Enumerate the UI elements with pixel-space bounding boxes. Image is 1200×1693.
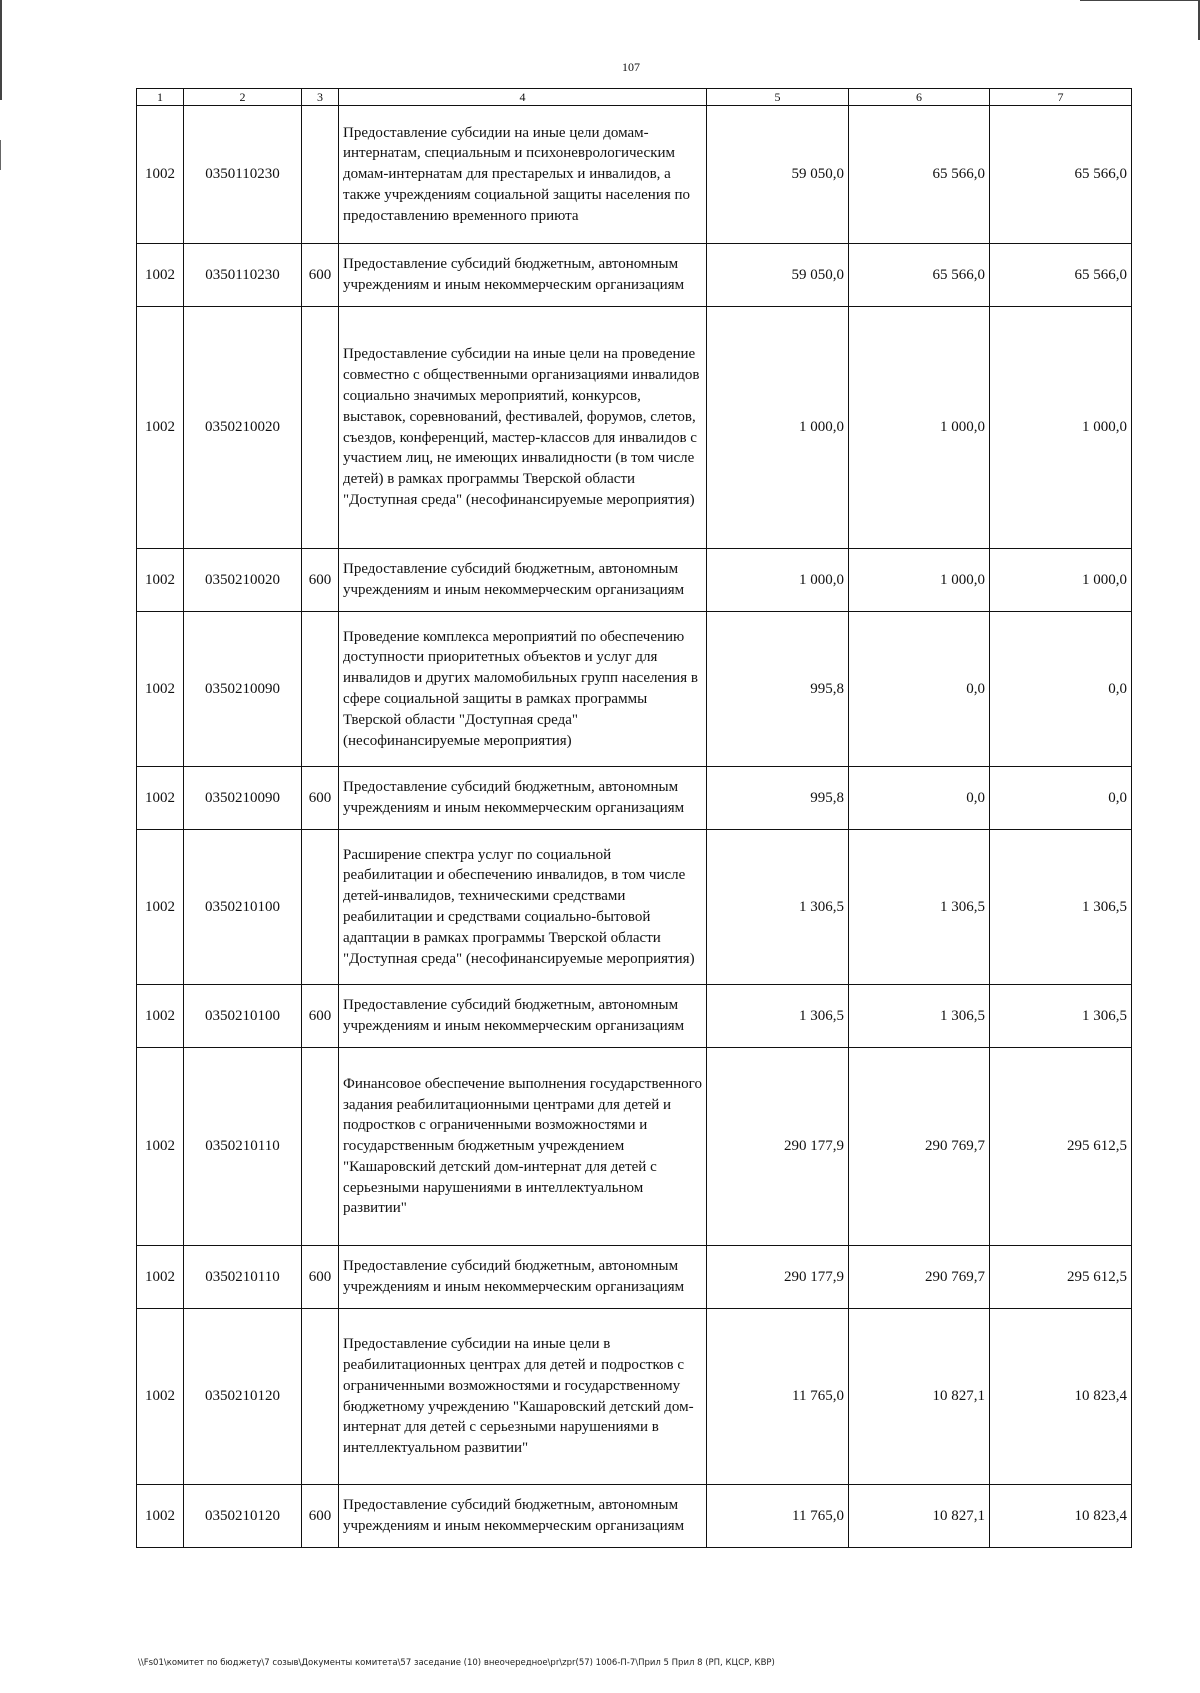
table-row xyxy=(137,307,1132,549)
expense-type-cell xyxy=(302,1309,339,1485)
column-header: 5 xyxy=(707,89,849,106)
table-row xyxy=(137,612,1132,767)
expense-type-cell: 600 xyxy=(302,1485,339,1548)
footer-file-path: \\Fs01\комитет по бюджету\7 созыв\Документы комитета\57 заседание (10) внеочередное\pr\zpr(57) 1006-П-7\Прил 5 Прил 8 (РП, КЦСР, КВР) xyxy=(138,1658,775,1668)
table-row xyxy=(137,1485,1132,1548)
column-header: 1 xyxy=(137,89,184,106)
expense-type-cell: 600 xyxy=(302,549,339,612)
amount-year3-cell: 0,0 xyxy=(990,612,1132,767)
section-code-cell: 1002 xyxy=(137,985,184,1048)
amount-year1-cell: 11 765,0 xyxy=(707,1485,849,1548)
description-cell: Предоставление субсидий бюджетным, автономным учреждениям и иным некоммерческим организациям xyxy=(339,985,707,1048)
amount-year2-cell: 1 000,0 xyxy=(849,549,990,612)
amount-year2-cell: 1 306,5 xyxy=(849,830,990,985)
target-article-cell: 0350210100 xyxy=(184,830,302,985)
target-article-cell: 0350210090 xyxy=(184,612,302,767)
expense-type-cell xyxy=(302,830,339,985)
page-number: 107 xyxy=(622,60,640,74)
column-header: 2 xyxy=(184,89,302,106)
amount-year3-cell: 65 566,0 xyxy=(990,106,1132,244)
amount-year2-cell: 65 566,0 xyxy=(849,244,990,307)
target-article-cell: 0350210120 xyxy=(184,1309,302,1485)
description-cell: Расширение спектра услуг по социальной реабилитации и обеспечению инвалидов, в том числе детей-инвалидов, техническими средствами реабилитации и средствами социально-бытовой адаптации в рамках программы Тверской области "Доступная среда" (несофинансируемые мероприятия) xyxy=(339,830,707,985)
column-header: 6 xyxy=(849,89,990,106)
expense-type-cell xyxy=(302,612,339,767)
header-row xyxy=(137,89,1132,106)
target-article-cell: 0350210100 xyxy=(184,985,302,1048)
amount-year1-cell: 1 306,5 xyxy=(707,985,849,1048)
description-cell: Предоставление субсидии на иные цели на проведение совместно с общественными организациями инвалидов социально значимых мероприятий, конкурсов, выставок, соревнований, фестивалей, форумов, слетов, съездов, конференций, мастер-классов для инвалидов с участием лиц, не имеющих инвалидности (в том числе детей) в рамках программы Тверской области "Доступная среда" (несофинансируемые мероприятия) xyxy=(339,307,707,549)
column-header: 7 xyxy=(990,89,1132,106)
table-row xyxy=(137,1309,1132,1485)
section-code-cell: 1002 xyxy=(137,1485,184,1548)
target-article-cell: 0350210020 xyxy=(184,307,302,549)
column-header: 3 xyxy=(302,89,339,106)
amount-year1-cell: 290 177,9 xyxy=(707,1048,849,1246)
description-cell: Предоставление субсидий бюджетным, автономным учреждениям и иным некоммерческим организациям xyxy=(339,244,707,307)
amount-year3-cell: 10 823,4 xyxy=(990,1485,1132,1548)
scan-edge-mark xyxy=(0,140,1,170)
section-code-cell: 1002 xyxy=(137,1048,184,1246)
section-code-cell: 1002 xyxy=(137,1246,184,1309)
amount-year2-cell: 1 000,0 xyxy=(849,307,990,549)
description-cell: Предоставление субсидий бюджетным, автономным учреждениям и иным некоммерческим организациям xyxy=(339,549,707,612)
amount-year2-cell: 290 769,7 xyxy=(849,1246,990,1309)
table-row xyxy=(137,767,1132,830)
target-article-cell: 0350210120 xyxy=(184,1485,302,1548)
amount-year2-cell: 290 769,7 xyxy=(849,1048,990,1246)
section-code-cell: 1002 xyxy=(137,612,184,767)
description-cell: Предоставление субсидий бюджетным, автономным учреждениям и иным некоммерческим организациям xyxy=(339,767,707,830)
amount-year1-cell: 1 306,5 xyxy=(707,830,849,985)
table-row xyxy=(137,244,1132,307)
amount-year1-cell: 1 000,0 xyxy=(707,549,849,612)
expense-type-cell: 600 xyxy=(302,1246,339,1309)
table-row xyxy=(137,549,1132,612)
scan-edge-mark xyxy=(0,0,2,100)
amount-year2-cell: 10 827,1 xyxy=(849,1485,990,1548)
amount-year3-cell: 1 000,0 xyxy=(990,549,1132,612)
table-row xyxy=(137,985,1132,1048)
expense-type-cell xyxy=(302,307,339,549)
description-cell: Предоставление субсидий бюджетным, автономным учреждениям и иным некоммерческим организациям xyxy=(339,1246,707,1309)
amount-year1-cell: 11 765,0 xyxy=(707,1309,849,1485)
amount-year2-cell: 0,0 xyxy=(849,767,990,830)
amount-year3-cell: 0,0 xyxy=(990,767,1132,830)
amount-year3-cell: 295 612,5 xyxy=(990,1048,1132,1246)
table-row xyxy=(137,106,1132,244)
amount-year1-cell: 995,8 xyxy=(707,767,849,830)
description-cell: Предоставление субсидий бюджетным, автономным учреждениям и иным некоммерческим организациям xyxy=(339,1485,707,1548)
amount-year3-cell: 1 306,5 xyxy=(990,830,1132,985)
description-cell: Проведение комплекса мероприятий по обеспечению доступности приоритетных объектов и услуг для инвалидов и других маломобильных групп населения в сфере социальной защиты в рамках программы Тверской области "Доступная среда" (несофинансируемые мероприятия) xyxy=(339,612,707,767)
description-cell: Предоставление субсидии на иные цели домам-интернатам, специальным и психоневрологическим домам-интернатам для престарелых и инвалидов, а также учреждениям социальной защиты населения по предоставлению временного приюта xyxy=(339,106,707,244)
table-row xyxy=(137,830,1132,985)
expense-type-cell: 600 xyxy=(302,767,339,830)
amount-year1-cell: 995,8 xyxy=(707,612,849,767)
expense-type-cell: 600 xyxy=(302,985,339,1048)
expense-type-cell: 600 xyxy=(302,244,339,307)
amount-year2-cell: 0,0 xyxy=(849,612,990,767)
section-code-cell: 1002 xyxy=(137,106,184,244)
amount-year3-cell: 1 000,0 xyxy=(990,307,1132,549)
target-article-cell: 0350110230 xyxy=(184,244,302,307)
section-code-cell: 1002 xyxy=(137,1309,184,1485)
target-article-cell: 0350210110 xyxy=(184,1246,302,1309)
amount-year1-cell: 59 050,0 xyxy=(707,244,849,307)
amount-year3-cell: 295 612,5 xyxy=(990,1246,1132,1309)
table-row xyxy=(137,1246,1132,1309)
amount-year3-cell: 65 566,0 xyxy=(990,244,1132,307)
target-article-cell: 0350210110 xyxy=(184,1048,302,1246)
description-cell: Финансовое обеспечение выполнения государственного задания реабилитационными центрами для детей и подростков с ограниченными возможностями и государственным бюджетным учреждением "Кашаровский детский дом-интернат для детей с серьезными нарушениями в интеллектуальном развитии" xyxy=(339,1048,707,1246)
amount-year1-cell: 59 050,0 xyxy=(707,106,849,244)
section-code-cell: 1002 xyxy=(137,244,184,307)
section-code-cell: 1002 xyxy=(137,549,184,612)
column-header: 4 xyxy=(339,89,707,106)
expense-type-cell xyxy=(302,1048,339,1246)
section-code-cell: 1002 xyxy=(137,767,184,830)
amount-year2-cell: 65 566,0 xyxy=(849,106,990,244)
budget-table xyxy=(136,88,1132,1548)
target-article-cell: 0350110230 xyxy=(184,106,302,244)
scan-edge-mark xyxy=(1080,0,1200,1)
amount-year2-cell: 10 827,1 xyxy=(849,1309,990,1485)
amount-year1-cell: 290 177,9 xyxy=(707,1246,849,1309)
amount-year3-cell: 10 823,4 xyxy=(990,1309,1132,1485)
table-row xyxy=(137,1048,1132,1246)
target-article-cell: 0350210020 xyxy=(184,549,302,612)
section-code-cell: 1002 xyxy=(137,830,184,985)
amount-year3-cell: 1 306,5 xyxy=(990,985,1132,1048)
section-code-cell: 1002 xyxy=(137,307,184,549)
amount-year2-cell: 1 306,5 xyxy=(849,985,990,1048)
description-cell: Предоставление субсидии на иные цели в реабилитационных центрах для детей и подростков с ограниченными возможностями и государственному бюджетному учреждению "Кашаровский детский дом-интернат для детей с серьезными нарушениями в интеллектуальном развитии" xyxy=(339,1309,707,1485)
expense-type-cell xyxy=(302,106,339,244)
target-article-cell: 0350210090 xyxy=(184,767,302,830)
amount-year1-cell: 1 000,0 xyxy=(707,307,849,549)
